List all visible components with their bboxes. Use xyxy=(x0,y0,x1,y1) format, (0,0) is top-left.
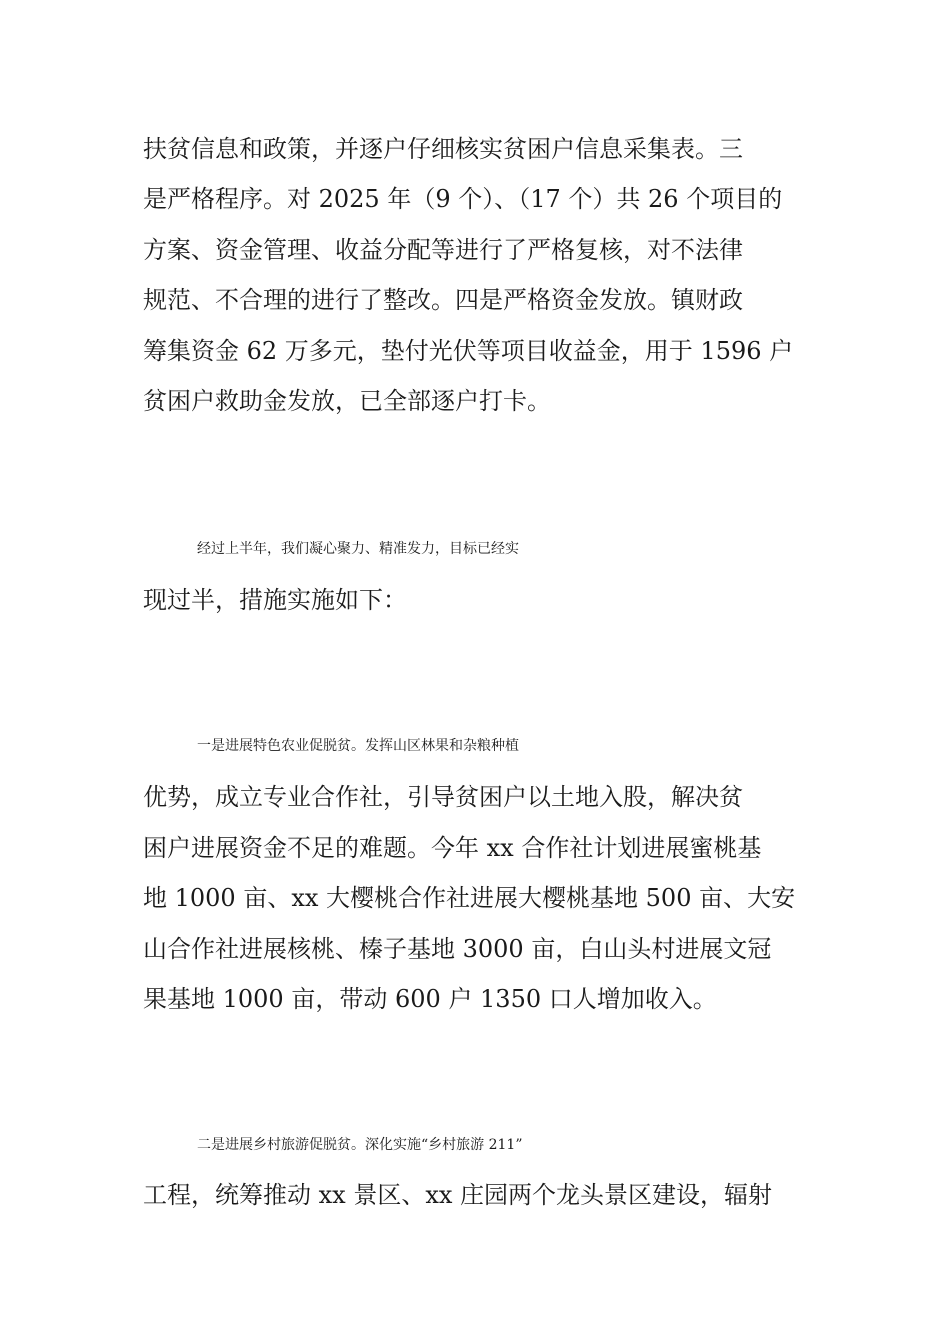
paragraph-line: 一是进展特色农业促脱贫。发挥山区林果和杂粮种植 xyxy=(197,738,519,754)
paragraph-line: 扶贫信息和政策，并逐户仔细核实贫困户信息采集表。三 xyxy=(143,135,743,163)
paragraph-line: 二是进展乡村旅游促脱贫。深化实施“乡村旅游 211” xyxy=(197,1137,523,1153)
paragraph-line: 方案、资金管理、收益分配等进行了严格复核，对不法律 xyxy=(143,236,743,264)
paragraph-line: 规范、不合理的进行了整改。四是严格资金发放。镇财政 xyxy=(143,286,743,314)
paragraph-line: 贫困户救助金发放，已全部逐户打卡。 xyxy=(143,387,551,415)
paragraph-line: 工程，统筹推动 xx 景区、xx 庄园两个龙头景区建设，辐射 xyxy=(143,1181,773,1209)
paragraph-line: 山合作社进展核桃、榛子基地 3000 亩，白山头村进展文冠 xyxy=(143,935,772,963)
paragraph-line: 地 1000 亩、xx 大樱桃合作社进展大樱桃基地 500 亩、大安 xyxy=(143,884,796,912)
paragraph-line: 是严格程序。对 2025 年（9 个）、（17 个）共 26 个项目的 xyxy=(143,185,783,213)
paragraph-line: 优势，成立专业合作社，引导贫困户以土地入股，解决贫 xyxy=(143,783,743,811)
paragraph-line: 现过半，措施实施如下： xyxy=(143,586,407,614)
paragraph-line: 经过上半年，我们凝心聚力、精准发力，目标已经实 xyxy=(197,541,519,557)
paragraph-line: 果基地 1000 亩，带动 600 户 1350 口人增加收入。 xyxy=(143,985,717,1013)
paragraph-line: 困户进展资金不足的难题。今年 xx 合作社计划进展蜜桃基 xyxy=(143,834,762,862)
paragraph-line: 筹集资金 62 万多元，垫付光伏等项目收益金，用于 1596 户 xyxy=(143,337,794,365)
